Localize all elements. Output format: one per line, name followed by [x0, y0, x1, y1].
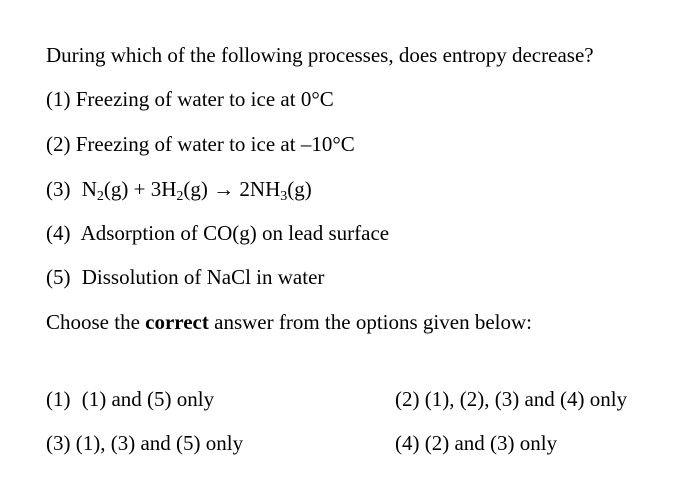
statement-text: Adsorption of CO(g) on lead surface: [80, 221, 390, 245]
statement-number: (1): [46, 87, 71, 111]
option-number: (1): [46, 387, 71, 411]
option-text: (1), (2), (3) and (4) only: [424, 387, 628, 411]
option-number: (2): [395, 387, 420, 411]
prompt-emphasis: correct: [145, 310, 209, 334]
statement-2: [46, 131, 355, 157]
statement-4: [46, 220, 389, 246]
option-number: (3): [46, 431, 71, 455]
statement-text: Freezing of water to ice at 0°C: [75, 87, 334, 111]
statement-number: (4): [46, 221, 71, 245]
statement-text: Freezing of water to ice at –10°C: [75, 132, 355, 156]
statement-text: Dissolution of NaCl in water: [81, 265, 325, 289]
statement-number: (3): [46, 177, 71, 201]
answer-option-3[interactable]: [46, 430, 243, 456]
subscript: 3: [280, 189, 288, 204]
answer-option-1[interactable]: [46, 386, 214, 412]
subscript: 2: [96, 189, 104, 204]
statement-5: [46, 264, 324, 290]
equation-part: (g) → 2NH: [183, 177, 281, 201]
statement-number: (5): [46, 265, 71, 289]
prompt-text: answer from the options given below:: [208, 310, 532, 334]
question-title: During which of the following processes, does entropy decrease?: [46, 43, 594, 67]
equation-part: (g) + 3H: [103, 177, 177, 201]
equation-part: N: [81, 177, 97, 201]
option-text: (1), (3) and (5) only: [75, 431, 244, 455]
option-number: (4): [395, 431, 420, 455]
answer-option-2[interactable]: [395, 386, 627, 412]
statement-3: [46, 176, 312, 202]
subscript: 2: [176, 189, 184, 204]
equation-part: (g): [287, 177, 312, 201]
prompt-text: Choose the: [46, 310, 146, 334]
option-text: (1) and (5) only: [81, 387, 215, 411]
chemical-equation: [81, 177, 312, 204]
statement-1: [46, 86, 334, 112]
answer-option-4[interactable]: [395, 430, 557, 456]
answer-prompt: [46, 309, 532, 335]
statement-number: (2): [46, 132, 71, 156]
option-text: (2) and (3) only: [424, 431, 558, 455]
